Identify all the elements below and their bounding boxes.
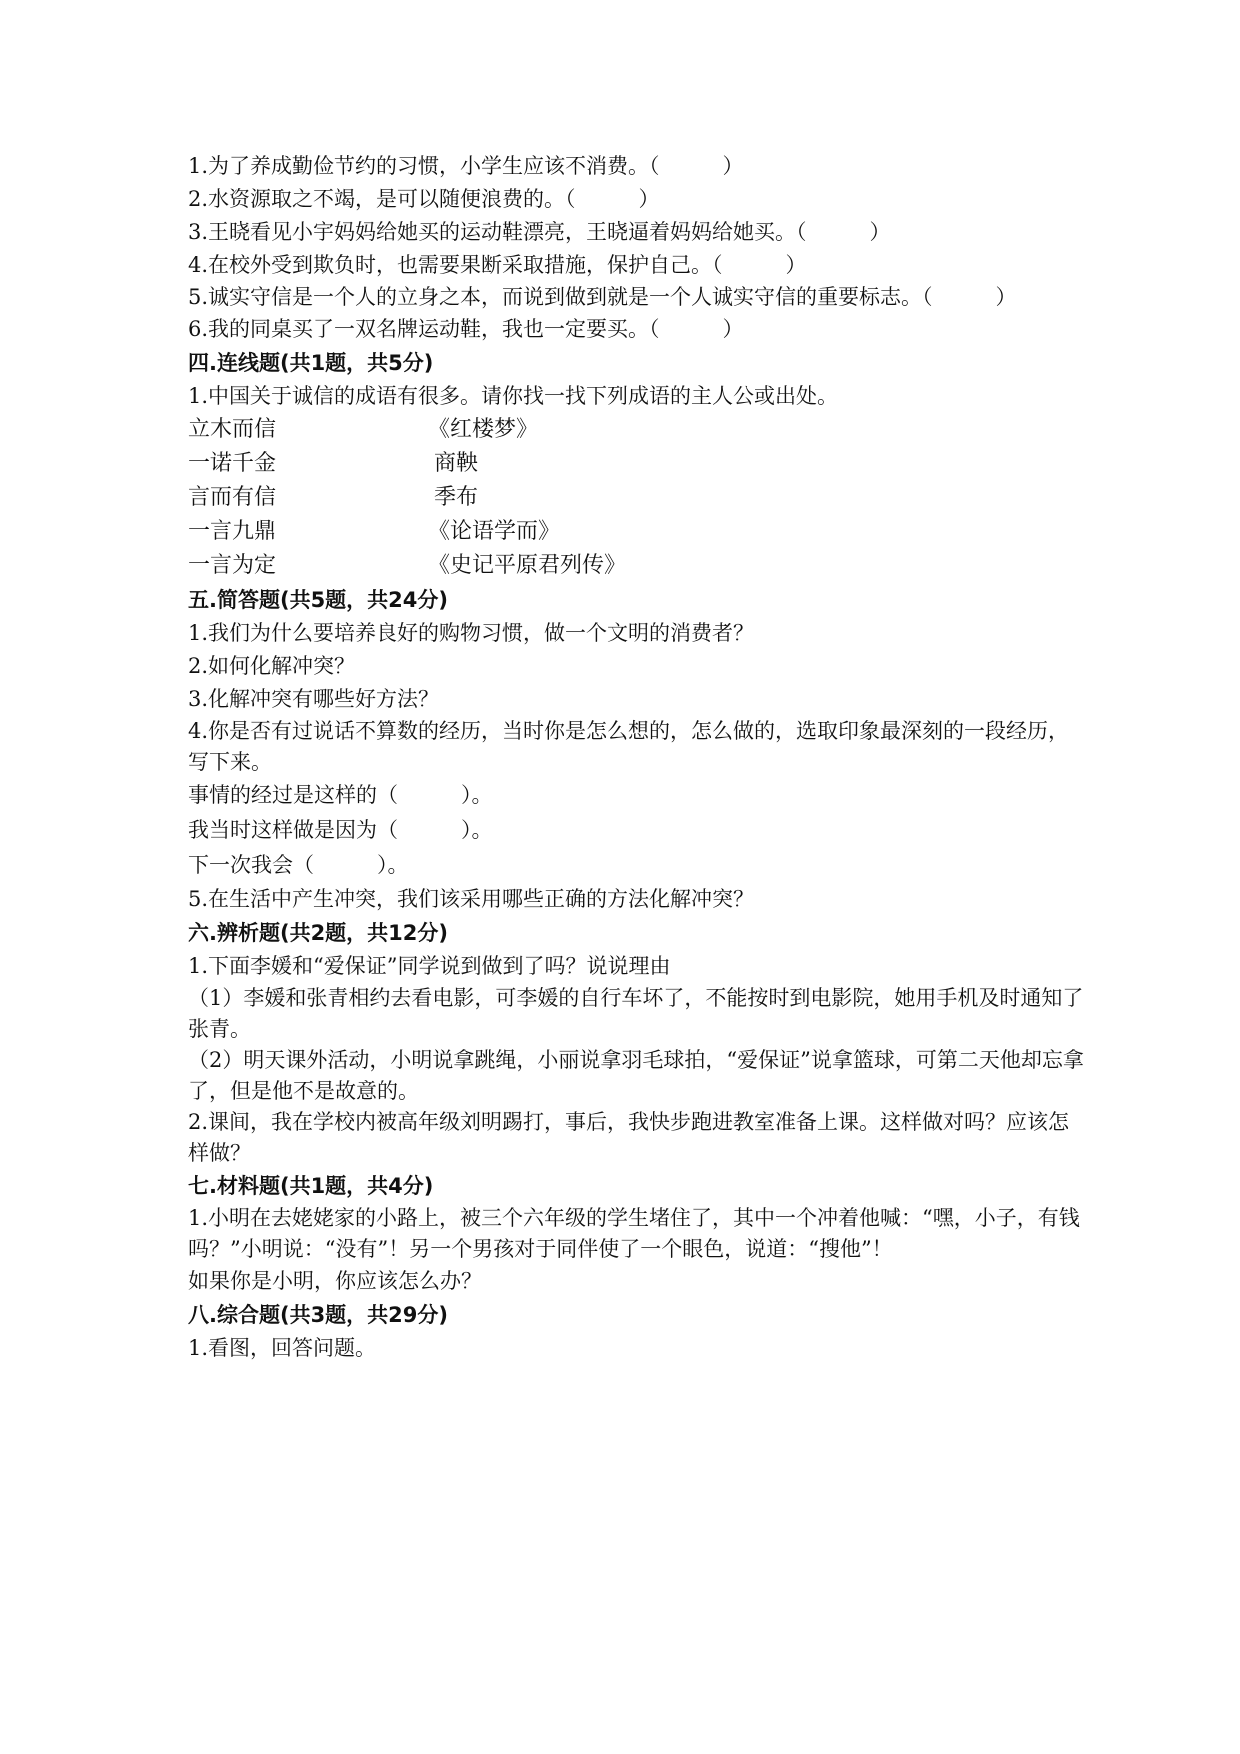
matching-row [188, 515, 1088, 549]
exam-page [188, 150, 1088, 1365]
matching-row [188, 447, 1088, 481]
matching-heading: 四.连线题(共1题，共5分) [188, 351, 434, 375]
matching-row [188, 413, 1088, 447]
source-right: 商鞅 [434, 451, 479, 476]
material-q1: 1.小明在去姥姥家的小路上，被三个六年级的学生堵住了，其中一个冲着他喊：“嘿，小子，有钱吗？”小明说：“没有”！另一个男孩对于同伴使了一个眼色，说道：“搜他”！ [188, 1206, 1080, 1261]
idiom-left: 立木而信 [188, 417, 277, 442]
short-answer-heading: 五.简答题(共5题，共24分) [188, 588, 449, 612]
material-section [188, 1169, 1088, 1298]
analysis-q1-part1: （1）李媛和张青相约去看电影，可李媛的自行车坏了，不能按时到电影院，她用手机及时通知了张青。 [188, 986, 1084, 1041]
judge-item-2: 2.水资源取之不竭，是可以随便浪费的。（ ） [188, 187, 660, 211]
judge-item-1: 1.为了养成勤俭节约的习惯，小学生应该不消费。（ ） [188, 154, 744, 178]
idiom-left: 言而有信 [188, 485, 277, 510]
source-right: 《红楼梦》 [428, 417, 539, 442]
analysis-q1: 1.下面李媛和“爱保证”同学说到做到了吗？说说理由 [188, 954, 671, 978]
short-answer-section [188, 583, 1088, 916]
judge-item-3: 3.王晓看见小宇妈妈给她买的运动鞋漂亮，王晓逼着妈妈给她买。（ ） [188, 220, 891, 244]
idiom-left: 一言九鼎 [188, 519, 277, 544]
matching-question: 1.中国关于诚信的成语有很多。请你找一找下列成语的主人公或出处。 [188, 384, 839, 408]
material-heading: 七.材料题(共1题，共4分) [188, 1174, 434, 1198]
analysis-q1-part2: （2）明天课外活动，小明说拿跳绳，小丽说拿羽毛球拍，“爱保证”说拿篮球，可第二天他却忘拿了，但是他不是故意的。 [188, 1048, 1084, 1103]
short-answer-q5: 5.在生活中产生冲突，我们该采用哪些正确的方法化解冲突？ [188, 887, 755, 911]
short-answer-q1: 1.我们为什么要培养良好的购物习惯，做一个文明的消费者？ [188, 621, 755, 645]
material-q1-ask: 如果你是小明，你应该怎么办？ [188, 1269, 482, 1293]
judge-section [188, 150, 1088, 346]
short-answer-q2: 2.如何化解冲突？ [188, 654, 356, 678]
matching-section [188, 346, 1088, 583]
comprehensive-q1: 1.看图，回答问题。 [188, 1336, 377, 1360]
source-right: 季布 [434, 485, 479, 510]
matching-row [188, 481, 1088, 515]
idiom-left: 一言为定 [188, 553, 277, 578]
idiom-left: 一诺千金 [188, 451, 277, 476]
short-answer-q4: 4.你是否有过说话不算数的经历，当时你是怎么想的，怎么做的，选取印象最深刻的一段经历，写下来。 [188, 719, 1070, 774]
analysis-q2: 2.课间，我在学校内被高年级刘明踢打，事后，我快步跑进教室准备上课。这样做对吗？应该怎样做？ [188, 1110, 1070, 1165]
judge-item-5: 5.诚实守信是一个人的立身之本，而说到做到就是一个人诚实守信的重要标志。（ ） [188, 285, 1017, 309]
comprehensive-section [188, 1298, 1088, 1365]
judge-item-4: 4.在校外受到欺负时，也需要果断采取措施，保护自己。（ ） [188, 253, 807, 277]
matching-row [188, 549, 1088, 583]
comprehensive-heading: 八.综合题(共3题，共29分) [188, 1303, 449, 1327]
fill-blank-3: 下一次我会（ ）。 [188, 853, 409, 877]
fill-blank-2: 我当时这样做是因为（ ）。 [188, 818, 493, 842]
matching-table [188, 413, 1088, 583]
source-right: 《论语学而》 [428, 519, 561, 544]
short-answer-q3: 3.化解冲突有哪些好方法？ [188, 687, 440, 711]
source-right: 《史记平原君列传》 [428, 553, 627, 578]
fill-blank-1: 事情的经过是这样的（ ）。 [188, 783, 493, 807]
analysis-heading: 六.辨析题(共2题，共12分) [188, 921, 449, 945]
judge-item-6: 6.我的同桌买了一双名牌运动鞋，我也一定要买。（ ） [188, 317, 744, 341]
analysis-section [188, 916, 1088, 1169]
